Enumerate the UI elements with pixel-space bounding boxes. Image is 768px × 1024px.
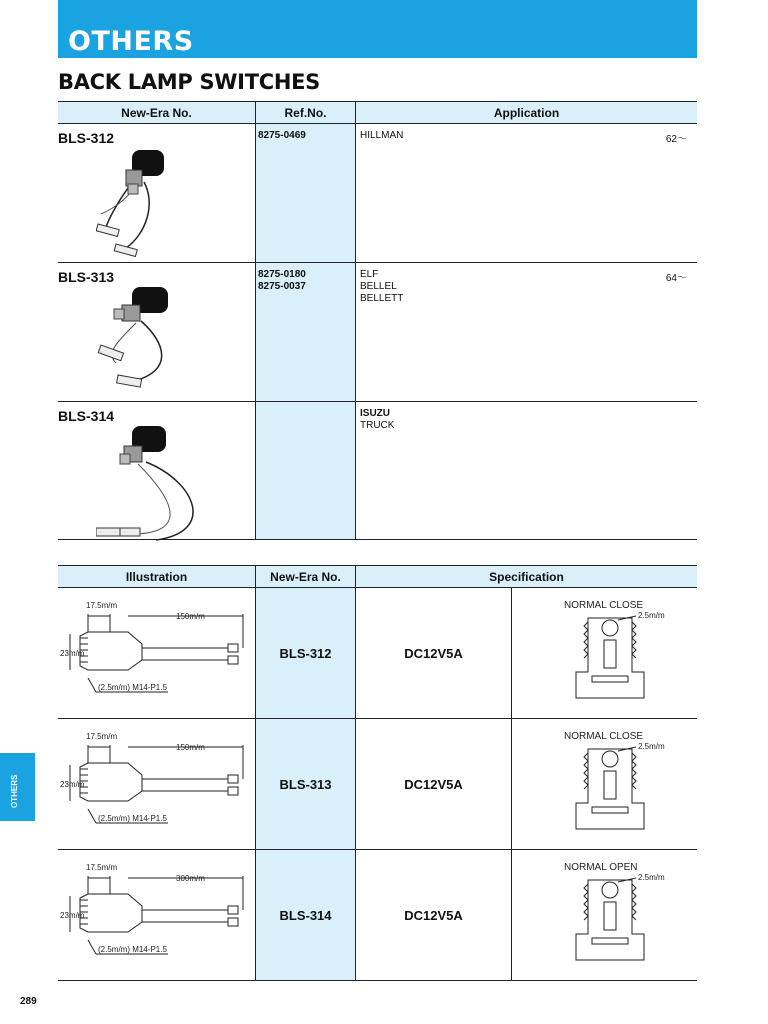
length-dimension: 150m/m — [176, 743, 205, 752]
section-cell — [512, 850, 698, 981]
section-drawing — [512, 719, 696, 846]
ref-cell — [256, 402, 356, 540]
page-title: OTHERS — [68, 26, 194, 57]
diameter-dimension: 23m/m — [60, 911, 85, 920]
model-cell — [58, 263, 256, 402]
dimension-drawing — [58, 850, 255, 977]
model-number: BLS-314 — [256, 850, 356, 981]
col-header-ref: Ref.No. — [256, 102, 356, 124]
hex-dimension: 17.5m/m — [86, 863, 118, 872]
thread-dimension: (2.5m/m) M14-P1.5 — [98, 945, 167, 954]
dimension-drawing — [58, 719, 255, 846]
ref-number: 8275-0180 — [258, 269, 306, 280]
ref-number: 8275-0469 — [258, 130, 306, 141]
application-year: 62～ — [665, 134, 687, 145]
application-line: ELF — [360, 269, 379, 280]
header-bar — [58, 0, 697, 58]
model-number: BLS-312 — [256, 588, 356, 719]
switch-photo — [96, 144, 206, 259]
table-row — [58, 588, 697, 719]
application-cell — [356, 124, 698, 263]
side-tab-label: OTHERS — [10, 774, 19, 808]
side-tab — [0, 753, 35, 821]
gap-dimension: 2.5m/m — [638, 742, 665, 751]
table-row — [58, 124, 697, 263]
col-header-new-era: New-Era No. — [58, 102, 256, 124]
table-row — [58, 402, 697, 540]
diameter-dimension: 23m/m — [60, 649, 85, 658]
thread-dimension: (2.5m/m) M14-P1.5 — [98, 814, 167, 823]
col-header-application: Application — [356, 102, 698, 124]
ref-cell — [256, 263, 356, 402]
ref-cell — [256, 124, 356, 263]
section-drawing — [512, 850, 696, 977]
contact-state: NORMAL CLOSE — [564, 600, 644, 611]
switch-photo — [96, 422, 216, 552]
illustration-cell — [58, 850, 256, 981]
contact-state: NORMAL CLOSE — [564, 731, 644, 742]
col-header-new-era: New-Era No. — [256, 566, 356, 588]
product-table — [58, 101, 697, 540]
section-cell — [512, 588, 698, 719]
illustration-cell — [58, 588, 256, 719]
gap-dimension: 2.5m/m — [638, 611, 665, 620]
application-cell — [356, 263, 698, 402]
hex-dimension: 17.5m/m — [86, 601, 118, 610]
col-header-specification: Specification — [356, 566, 698, 588]
contact-state: NORMAL OPEN — [564, 862, 638, 873]
application-line: ISUZU — [360, 408, 390, 419]
ref-number: 8275-0037 — [258, 281, 306, 292]
model-number: BLS-313 — [256, 719, 356, 850]
illustration-cell — [58, 719, 256, 850]
application-year: 64～ — [665, 273, 687, 284]
dimension-drawing — [58, 588, 255, 715]
table-row — [58, 263, 697, 402]
application-line: HILLMAN — [360, 130, 404, 141]
model-number: BLS-314 — [58, 408, 115, 424]
gap-dimension: 2.5m/m — [638, 873, 665, 882]
model-cell — [58, 402, 256, 540]
switch-photo — [96, 283, 206, 398]
spec-value: DC12V5A — [356, 850, 512, 981]
table-row — [58, 850, 697, 981]
thread-dimension: (2.5m/m) M14-P1.5 — [98, 683, 167, 692]
model-cell — [58, 124, 256, 263]
application-cell — [356, 402, 698, 540]
application-line: TRUCK — [360, 420, 395, 431]
section-cell — [512, 719, 698, 850]
section-drawing — [512, 588, 696, 715]
model-number: BLS-312 — [58, 130, 115, 146]
spec-value: DC12V5A — [356, 719, 512, 850]
length-dimension: 150m/m — [176, 612, 205, 621]
diameter-dimension: 23m/m — [60, 780, 85, 789]
application-line: BELLEL — [360, 281, 397, 292]
spec-table — [58, 565, 697, 981]
col-header-illustration: Illustration — [58, 566, 256, 588]
model-number: BLS-313 — [58, 269, 115, 285]
page-number: 289 — [20, 996, 37, 1007]
hex-dimension: 17.5m/m — [86, 732, 118, 741]
section-title: BACK LAMP SWITCHES — [58, 70, 320, 94]
application-line: BELLETT — [360, 293, 404, 304]
spec-value: DC12V5A — [356, 588, 512, 719]
length-dimension: 300m/m — [176, 874, 205, 883]
table-row — [58, 719, 697, 850]
